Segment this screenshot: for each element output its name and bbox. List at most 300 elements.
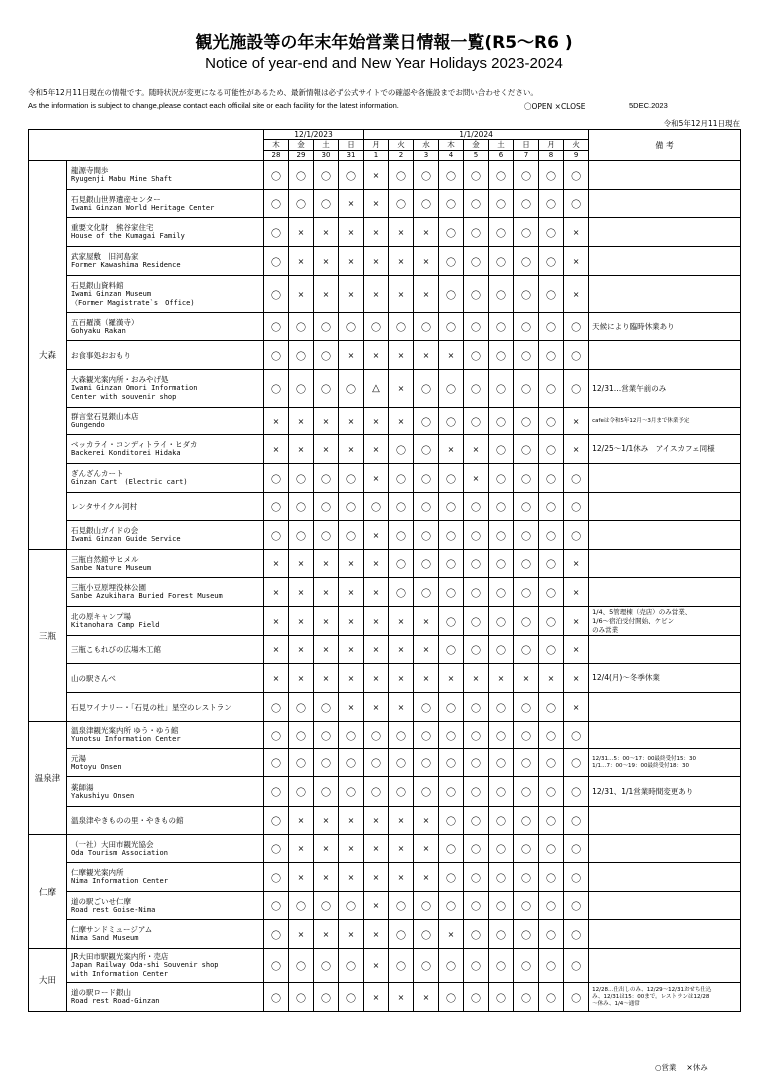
status-mark: 〇 <box>439 493 464 521</box>
facility-name-en: Ginzan Cart (Electric cart) <box>71 478 188 486</box>
status-mark: 〇 <box>514 218 539 247</box>
remark-line: み、12/31は15：00まで。レストランは12/28 <box>592 993 710 1000</box>
facility-name-jp: 石見銀山世界遺産センター <box>71 194 161 204</box>
facility-name-en: Iwami Ginzan Museum <box>71 289 152 298</box>
status-mark: 〇 <box>539 370 564 408</box>
status-mark: × <box>464 664 489 693</box>
facility-name-jp: 五百羅漢（羅漢寺） <box>71 317 139 327</box>
status-mark: × <box>364 341 389 370</box>
remark-line: 1/1…7：00～19：00最終受付18：30 <box>592 762 689 769</box>
facility-name <box>67 341 264 370</box>
status-mark: × <box>439 435 464 464</box>
status-mark: 〇 <box>489 636 514 664</box>
status-mark: × <box>289 835 314 863</box>
status-mark: × <box>339 218 364 247</box>
status-mark: 〇 <box>439 607 464 636</box>
status-mark: 〇 <box>264 464 289 493</box>
status-mark: × <box>564 247 589 276</box>
status-mark: × <box>314 807 339 835</box>
status-mark: 〇 <box>339 983 364 1012</box>
status-mark: 〇 <box>339 722 364 749</box>
remark-line: のみ営業 <box>592 625 619 634</box>
status-mark: × <box>339 276 364 313</box>
facility-name <box>67 190 264 218</box>
status-mark: 〇 <box>439 464 464 493</box>
table-row <box>29 578 741 607</box>
status-mark: 〇 <box>264 807 289 835</box>
status-mark: × <box>339 636 364 664</box>
remark-cell <box>589 521 741 550</box>
status-mark: 〇 <box>489 218 514 247</box>
status-mark: 〇 <box>514 607 539 636</box>
status-mark: × <box>414 863 439 892</box>
status-mark: × <box>314 550 339 578</box>
table-row <box>29 464 741 493</box>
status-mark: × <box>314 276 339 313</box>
status-mark: 〇 <box>439 313 464 341</box>
status-mark: 〇 <box>464 636 489 664</box>
status-mark: 〇 <box>264 983 289 1012</box>
table-row <box>29 863 741 892</box>
status-mark: 〇 <box>414 370 439 408</box>
status-mark: 〇 <box>314 341 339 370</box>
status-mark: 〇 <box>464 408 489 435</box>
remark-cell <box>589 892 741 920</box>
facility-name-jp: レンタサイクル河村 <box>71 502 138 511</box>
status-mark: × <box>439 664 464 693</box>
status-mark: 〇 <box>439 550 464 578</box>
status-mark: 〇 <box>414 464 439 493</box>
table-row <box>29 892 741 920</box>
status-mark: 〇 <box>514 949 539 983</box>
day-header: 9 <box>564 151 589 161</box>
status-mark: 〇 <box>364 777 389 807</box>
status-mark: × <box>464 464 489 493</box>
remark-line: 12/25～1/1休み アイスカフェ同様 <box>592 444 715 453</box>
status-mark: × <box>314 835 339 863</box>
day-header: 6 <box>489 151 514 161</box>
status-mark: 〇 <box>289 693 314 722</box>
status-mark: 〇 <box>289 161 314 190</box>
status-mark: 〇 <box>414 949 439 983</box>
status-mark: × <box>364 578 389 607</box>
remark-line: 12/4(月)～冬季休業 <box>592 673 660 682</box>
status-mark: 〇 <box>264 521 289 550</box>
status-mark: 〇 <box>464 276 489 313</box>
facility-name <box>67 313 264 341</box>
day-header: 28 <box>264 151 289 161</box>
status-mark: 〇 <box>464 370 489 408</box>
holiday-table <box>28 129 741 1012</box>
status-mark: 〇 <box>539 190 564 218</box>
weekday-header: 木 <box>439 140 464 151</box>
status-mark: 〇 <box>264 161 289 190</box>
status-mark: × <box>564 276 589 313</box>
status-mark: 〇 <box>289 949 314 983</box>
weekday-header: 火 <box>564 140 589 151</box>
status-mark: 〇 <box>539 636 564 664</box>
remark-cell <box>589 435 741 464</box>
status-mark: 〇 <box>489 920 514 949</box>
status-mark: 〇 <box>514 550 539 578</box>
status-mark: × <box>364 521 389 550</box>
open-close-legend: 〇OPEN ×CLOSE <box>524 102 586 111</box>
status-mark: 〇 <box>439 247 464 276</box>
status-mark: × <box>389 370 414 408</box>
facility-name <box>67 949 264 983</box>
status-mark: × <box>414 636 439 664</box>
status-mark: 〇 <box>289 341 314 370</box>
status-mark: 〇 <box>264 920 289 949</box>
status-mark: 〇 <box>289 749 314 777</box>
facility-name <box>67 464 264 493</box>
weekday-header: 月 <box>364 140 389 151</box>
table-row <box>29 636 741 664</box>
status-mark: × <box>289 218 314 247</box>
facility-name-en: Road rest Goise-Nima <box>71 905 156 914</box>
status-mark: 〇 <box>539 218 564 247</box>
status-mark: 〇 <box>364 313 389 341</box>
status-mark: 〇 <box>464 693 489 722</box>
remarks-header: 備 考 <box>589 130 741 161</box>
facility-name-jp: 三瓶こもれびの広場木工館 <box>71 645 161 654</box>
facility-name-jp: 道の駅ごいせ仁摩 <box>71 896 131 906</box>
facility-name-en: Nima Sand Museum <box>71 934 139 942</box>
status-mark: 〇 <box>439 693 464 722</box>
status-mark: 〇 <box>389 521 414 550</box>
status-mark: 〇 <box>314 983 339 1012</box>
status-mark: 〇 <box>439 190 464 218</box>
facility-name <box>67 493 264 521</box>
status-mark: 〇 <box>314 190 339 218</box>
status-mark: 〇 <box>414 892 439 920</box>
status-mark: × <box>264 435 289 464</box>
status-mark: × <box>564 550 589 578</box>
remark-cell <box>589 664 741 693</box>
month-header-dec: 12/1/2023 <box>264 130 364 140</box>
status-mark: × <box>364 276 389 313</box>
status-mark: 〇 <box>439 276 464 313</box>
weekday-header: 水 <box>414 140 439 151</box>
status-mark: 〇 <box>264 722 289 749</box>
status-mark: 〇 <box>264 276 289 313</box>
status-mark: 〇 <box>539 807 564 835</box>
facility-name-en: Center with souvenir shop <box>71 393 177 401</box>
facility-name-en: Backerei Konditorei Hidaka <box>71 449 181 457</box>
table-row <box>29 607 741 636</box>
status-mark: × <box>264 578 289 607</box>
status-mark: 〇 <box>439 892 464 920</box>
status-mark: × <box>289 664 314 693</box>
status-mark: × <box>339 920 364 949</box>
status-mark: 〇 <box>314 693 339 722</box>
status-mark: × <box>339 341 364 370</box>
status-mark: 〇 <box>464 722 489 749</box>
status-mark: 〇 <box>539 749 564 777</box>
status-mark: 〇 <box>564 464 589 493</box>
status-mark: 〇 <box>464 607 489 636</box>
status-mark: × <box>414 341 439 370</box>
weekday-header: 日 <box>339 140 364 151</box>
day-header: 8 <box>539 151 564 161</box>
status-mark: 〇 <box>464 313 489 341</box>
weekday-header: 月 <box>539 140 564 151</box>
status-mark: × <box>314 636 339 664</box>
table-row <box>29 247 741 276</box>
status-mark: 〇 <box>389 313 414 341</box>
status-mark: 〇 <box>389 949 414 983</box>
status-mark: 〇 <box>414 693 439 722</box>
status-mark: 〇 <box>514 835 539 863</box>
status-mark: 〇 <box>439 408 464 435</box>
status-mark: 〇 <box>464 949 489 983</box>
status-mark: 〇 <box>539 607 564 636</box>
status-mark: 〇 <box>439 636 464 664</box>
status-mark: × <box>564 435 589 464</box>
status-mark: × <box>314 218 339 247</box>
status-mark: × <box>364 693 389 722</box>
status-mark: × <box>489 664 514 693</box>
status-mark: × <box>564 218 589 247</box>
status-mark: × <box>564 664 589 693</box>
remark-cell <box>589 863 741 892</box>
status-mark: 〇 <box>539 835 564 863</box>
status-mark: × <box>539 664 564 693</box>
status-mark: × <box>314 435 339 464</box>
status-mark: 〇 <box>564 807 589 835</box>
facility-name-jp: 重要文化財 熊谷家住宅 <box>71 223 154 232</box>
status-mark: 〇 <box>289 370 314 408</box>
table-row <box>29 435 741 464</box>
status-mark: 〇 <box>439 218 464 247</box>
status-mark: × <box>289 435 314 464</box>
status-mark: 〇 <box>564 190 589 218</box>
status-mark: 〇 <box>564 313 589 341</box>
status-mark: 〇 <box>389 920 414 949</box>
table-row <box>29 190 741 218</box>
facility-name-jp: 石見銀山資料館 <box>71 280 124 290</box>
status-mark: × <box>289 578 314 607</box>
remark-line: 1/4、5管理棟（売店）のみ営業、 <box>592 607 692 616</box>
area-label: 仁摩 <box>29 835 67 949</box>
table-row <box>29 807 741 835</box>
facility-name-en: House of the Kumagai Family <box>71 232 185 240</box>
status-mark: × <box>364 949 389 983</box>
facility-name-jp: JR大田市駅観光案内所・売店 <box>71 952 169 961</box>
status-mark: 〇 <box>414 408 439 435</box>
status-mark: 〇 <box>539 550 564 578</box>
status-mark: × <box>389 807 414 835</box>
facility-name-jp: 道の駅ロード銀山 <box>71 988 131 997</box>
facility-name-en: Yakushiyu Onsen <box>71 791 135 800</box>
status-mark: × <box>414 607 439 636</box>
table-row <box>29 749 741 777</box>
day-header: 31 <box>339 151 364 161</box>
status-mark: 〇 <box>514 276 539 313</box>
status-mark: 〇 <box>489 835 514 863</box>
status-mark: × <box>414 218 439 247</box>
status-mark: 〇 <box>439 777 464 807</box>
status-mark: × <box>364 892 389 920</box>
status-mark: 〇 <box>464 341 489 370</box>
status-mark: 〇 <box>514 892 539 920</box>
status-mark: 〇 <box>264 693 289 722</box>
facility-name <box>67 636 264 664</box>
status-mark: 〇 <box>314 521 339 550</box>
status-mark: 〇 <box>339 749 364 777</box>
status-mark: 〇 <box>414 722 439 749</box>
table-row <box>29 218 741 247</box>
status-mark: × <box>364 636 389 664</box>
status-mark: × <box>414 247 439 276</box>
status-mark: 〇 <box>564 161 589 190</box>
status-mark: × <box>314 247 339 276</box>
table-row <box>29 276 741 313</box>
status-mark: 〇 <box>464 578 489 607</box>
status-mark: × <box>364 435 389 464</box>
status-mark: 〇 <box>489 983 514 1012</box>
table-body <box>29 161 741 1012</box>
remark-cell <box>589 493 741 521</box>
status-mark: 〇 <box>539 313 564 341</box>
status-mark: 〇 <box>539 863 564 892</box>
remark-line: 12/28…仕出しのみ、12/29～12/31おせち仕込 <box>592 986 712 993</box>
status-mark: 〇 <box>514 578 539 607</box>
status-mark: 〇 <box>314 161 339 190</box>
status-mark: 〇 <box>339 464 364 493</box>
facility-name-jp: 石見ワイナリー・「石見の杜」星空のレストラン <box>71 702 232 712</box>
status-mark: 〇 <box>514 807 539 835</box>
remark-cell <box>589 218 741 247</box>
facility-name <box>67 892 264 920</box>
status-mark: 〇 <box>264 341 289 370</box>
status-mark: × <box>389 983 414 1012</box>
status-mark: 〇 <box>264 777 289 807</box>
remark-line: ～休み、1/4～通常 <box>592 1000 640 1007</box>
status-mark: 〇 <box>539 920 564 949</box>
status-mark: 〇 <box>264 247 289 276</box>
status-mark: × <box>289 807 314 835</box>
status-mark: 〇 <box>464 190 489 218</box>
page-title-jp: 観光施設等の年末年始営業日情報一覧(R5～R6 ) <box>195 33 573 53</box>
status-mark: 〇 <box>539 341 564 370</box>
status-mark: × <box>264 550 289 578</box>
status-mark: × <box>339 435 364 464</box>
facility-name <box>67 578 264 607</box>
status-mark: 〇 <box>539 247 564 276</box>
status-mark: 〇 <box>389 578 414 607</box>
weekday-header: 土 <box>314 140 339 151</box>
status-mark: 〇 <box>539 435 564 464</box>
status-mark: 〇 <box>314 313 339 341</box>
status-mark: × <box>264 664 289 693</box>
status-mark: × <box>564 408 589 435</box>
area-label: 温泉津 <box>29 722 67 835</box>
status-mark: 〇 <box>539 777 564 807</box>
status-mark: 〇 <box>339 493 364 521</box>
status-mark: 〇 <box>464 807 489 835</box>
status-mark: × <box>289 408 314 435</box>
status-mark: 〇 <box>539 722 564 749</box>
status-mark: 〇 <box>439 863 464 892</box>
area-label: 大田 <box>29 949 67 1012</box>
status-mark: 〇 <box>489 722 514 749</box>
facility-name-jp: 元湯 <box>71 753 86 763</box>
status-mark: × <box>389 607 414 636</box>
facility-name-jp: （一社）大田市観光協会 <box>71 839 154 849</box>
status-mark: × <box>464 435 489 464</box>
status-mark: × <box>364 835 389 863</box>
table-row <box>29 493 741 521</box>
status-mark: 〇 <box>339 313 364 341</box>
facility-name <box>67 807 264 835</box>
status-mark: 〇 <box>539 693 564 722</box>
status-mark: 〇 <box>514 247 539 276</box>
status-mark: 〇 <box>464 777 489 807</box>
facility-name-jp: 大森観光案内所・おみやげ処 <box>71 375 169 384</box>
day-header: 2 <box>389 151 414 161</box>
facility-name-en: Ryugenji Mabu Mine Shaft <box>71 175 173 183</box>
status-mark: 〇 <box>439 749 464 777</box>
remark-cell <box>589 749 741 777</box>
status-mark: × <box>339 835 364 863</box>
facility-name-jp: ぎんざんカート <box>71 469 124 478</box>
status-mark: 〇 <box>414 435 439 464</box>
status-mark: × <box>389 341 414 370</box>
status-mark: 〇 <box>339 892 364 920</box>
status-mark: × <box>414 835 439 863</box>
facility-name-en: with Information Center <box>71 970 168 978</box>
status-mark: 〇 <box>389 435 414 464</box>
facility-name-en: Gohyaku Rakan <box>71 326 126 335</box>
status-mark: 〇 <box>439 370 464 408</box>
status-mark: × <box>364 247 389 276</box>
status-mark: 〇 <box>314 749 339 777</box>
status-mark: 〇 <box>264 493 289 521</box>
status-mark: 〇 <box>314 370 339 408</box>
remark-line: 12/31、1/1営業時間変更あり <box>592 786 694 796</box>
status-mark: 〇 <box>389 550 414 578</box>
status-mark: × <box>339 578 364 607</box>
remark-cell <box>589 464 741 493</box>
status-mark: 〇 <box>564 949 589 983</box>
status-mark: 〇 <box>264 749 289 777</box>
status-mark: 〇 <box>514 313 539 341</box>
status-mark: 〇 <box>414 161 439 190</box>
status-mark: 〇 <box>489 521 514 550</box>
status-mark: × <box>389 218 414 247</box>
weekday-header: 火 <box>389 140 414 151</box>
status-mark: 〇 <box>489 341 514 370</box>
status-mark: 〇 <box>539 578 564 607</box>
status-mark: 〇 <box>514 722 539 749</box>
status-mark: 〇 <box>539 521 564 550</box>
status-mark: 〇 <box>489 863 514 892</box>
status-mark: 〇 <box>439 161 464 190</box>
status-mark: × <box>314 578 339 607</box>
status-mark: 〇 <box>489 408 514 435</box>
status-mark: 〇 <box>489 464 514 493</box>
footer-legend: ○営業 ×休み <box>655 1063 708 1072</box>
status-mark: 〇 <box>464 983 489 1012</box>
status-mark: 〇 <box>439 983 464 1012</box>
month-header-jan: 1/1/2024 <box>364 130 589 140</box>
table-row <box>29 521 741 550</box>
status-mark: 〇 <box>514 408 539 435</box>
status-mark: 〇 <box>289 313 314 341</box>
facility-name-jp: 山の駅さんべ <box>71 673 116 683</box>
status-mark: 〇 <box>264 863 289 892</box>
